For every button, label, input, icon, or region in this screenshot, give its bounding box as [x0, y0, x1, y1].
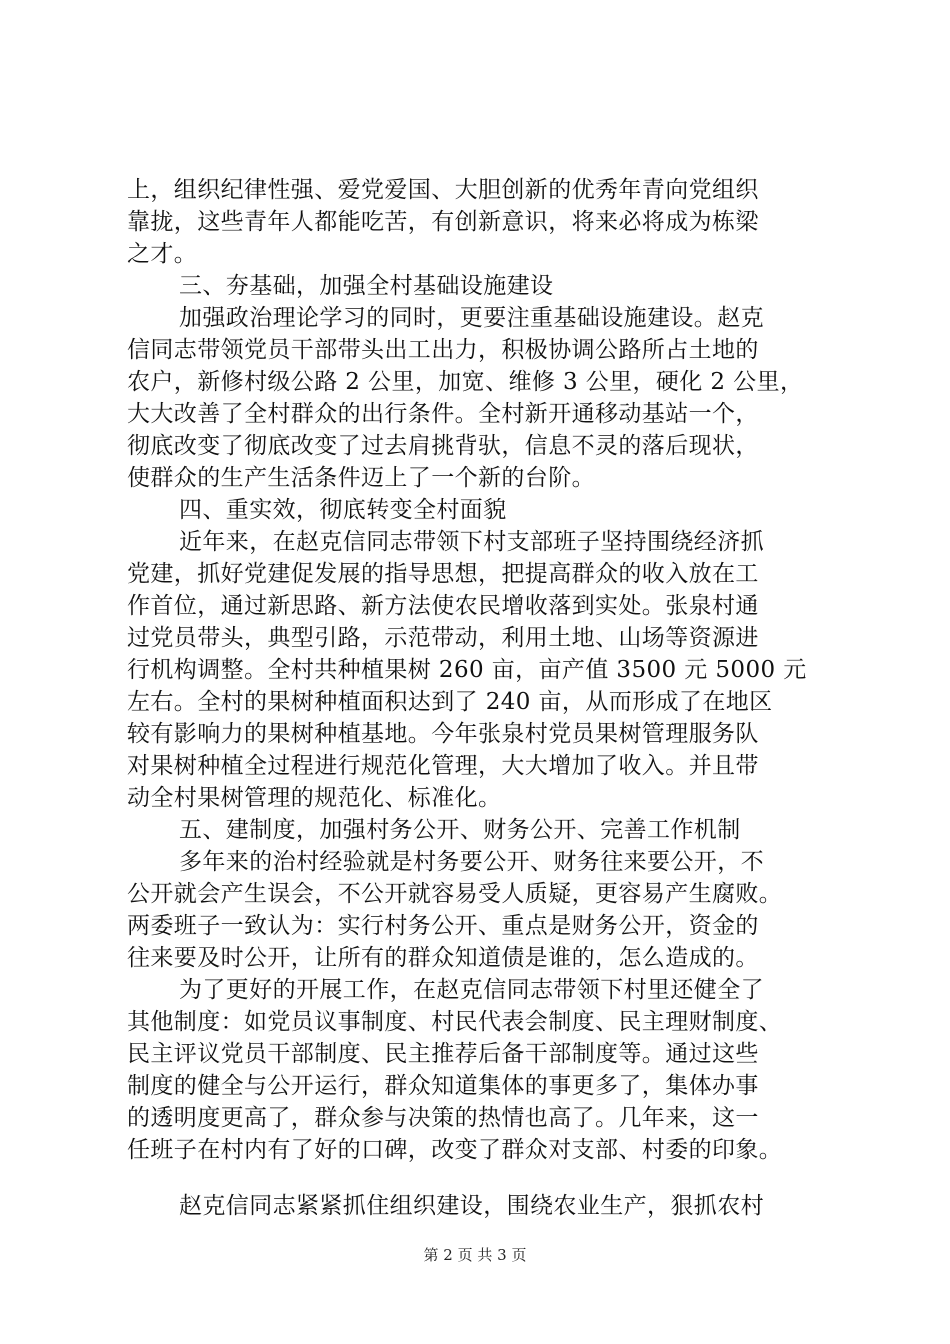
text-line: 制度的健全与公开运行，群众知道集体的事更多了，集体办事: [127, 1073, 759, 1099]
text-line: 往来要及时公开，让所有的群众知道债是谁的，怎么造成的。: [127, 945, 759, 971]
text-line: 五、建制度，加强村务公开、财务公开、完善工作机制: [179, 817, 741, 843]
text-line: 左右。全村的果树种植面积达到了 240 亩，从而形成了在地区: [127, 689, 773, 715]
text-line: 彻底改变了彻底改变了过去肩挑背驮，信息不灵的落后现状，: [127, 433, 759, 459]
text-line: 多年来的治村经验就是村务要公开、财务往来要公开，不: [179, 849, 764, 875]
page-footer: 第 2 页 共 3 页: [423, 1246, 527, 1264]
text-line: 农户，新修村级公路 2 公里，加宽、维修 3 公里，硬化 2 公里，: [127, 369, 804, 395]
text-line: 的透明度更高了，群众参与决策的热情也高了。几年来，这一: [127, 1105, 759, 1131]
text-line: 过党员带头，典型引路，示范带动，利用土地、山场等资源进: [127, 625, 759, 651]
text-line: 四、重实效，彻底转变全村面貌: [179, 497, 507, 523]
text-line: 使群众的生产生活条件迈上了一个新的台阶。: [127, 465, 595, 491]
text-line: 近年来，在赵克信同志带领下村支部班子坚持围绕经济抓: [179, 529, 764, 555]
text-line: 党建，抓好党建促发展的指导思想，把提高群众的收入放在工: [127, 561, 759, 587]
text-line: 两委班子一致认为：实行村务公开、重点是财务公开，资金的: [127, 913, 759, 939]
text-line: 动全村果树管理的规范化、标准化。: [127, 785, 502, 811]
text-line: 作首位，通过新思路、新方法使农民增收落到实处。张泉村通: [127, 593, 759, 619]
text-line: 行机构调整。全村共种植果树 260 亩，亩产值 3500 元 5000 元: [127, 657, 807, 683]
text-line: 赵克信同志紧紧抓住组织建设，围绕农业生产，狠抓农村: [179, 1193, 764, 1219]
document-body: [127, 174, 847, 1222]
text-line: 其他制度：如党员议事制度、村民代表会制度、民主理财制度、: [127, 1009, 783, 1035]
text-line: 为了更好的开展工作，在赵克信同志带领下村里还健全了: [179, 977, 764, 1003]
text-line: 之才。: [127, 241, 198, 267]
text-line: 加强政治理论学习的同时，更要注重基础设施建设。赵克: [179, 305, 764, 331]
text-line: 靠拢，这些青年人都能吃苦，有创新意识，将来必将成为栋梁: [127, 209, 759, 235]
text-line: 较有影响力的果树种植基地。今年张泉村党员果树管理服务队: [127, 721, 759, 747]
text-line: 三、夯基础，加强全村基础设施建设: [179, 273, 554, 299]
text-line: 对果树种植全过程进行规范化管理，大大增加了收入。并且带: [127, 753, 759, 779]
text-line: 民主评议党员干部制度、民主推荐后备干部制度等。通过这些: [127, 1041, 759, 1067]
text-line: 信同志带领党员干部带头出工出力，积极协调公路所占土地的: [127, 337, 759, 363]
text-line: 上，组织纪律性强、爱党爱国、大胆创新的优秀年青向党组织: [127, 177, 759, 203]
text-line: 任班子在村内有了好的口碑，改变了群众对支部、村委的印象。: [127, 1137, 783, 1163]
text-line: 大大改善了全村群众的出行条件。全村新开通移动基站一个，: [127, 401, 759, 427]
text-line: 公开就会产生误会，不公开就容易受人质疑，更容易产生腐败。: [127, 881, 783, 907]
